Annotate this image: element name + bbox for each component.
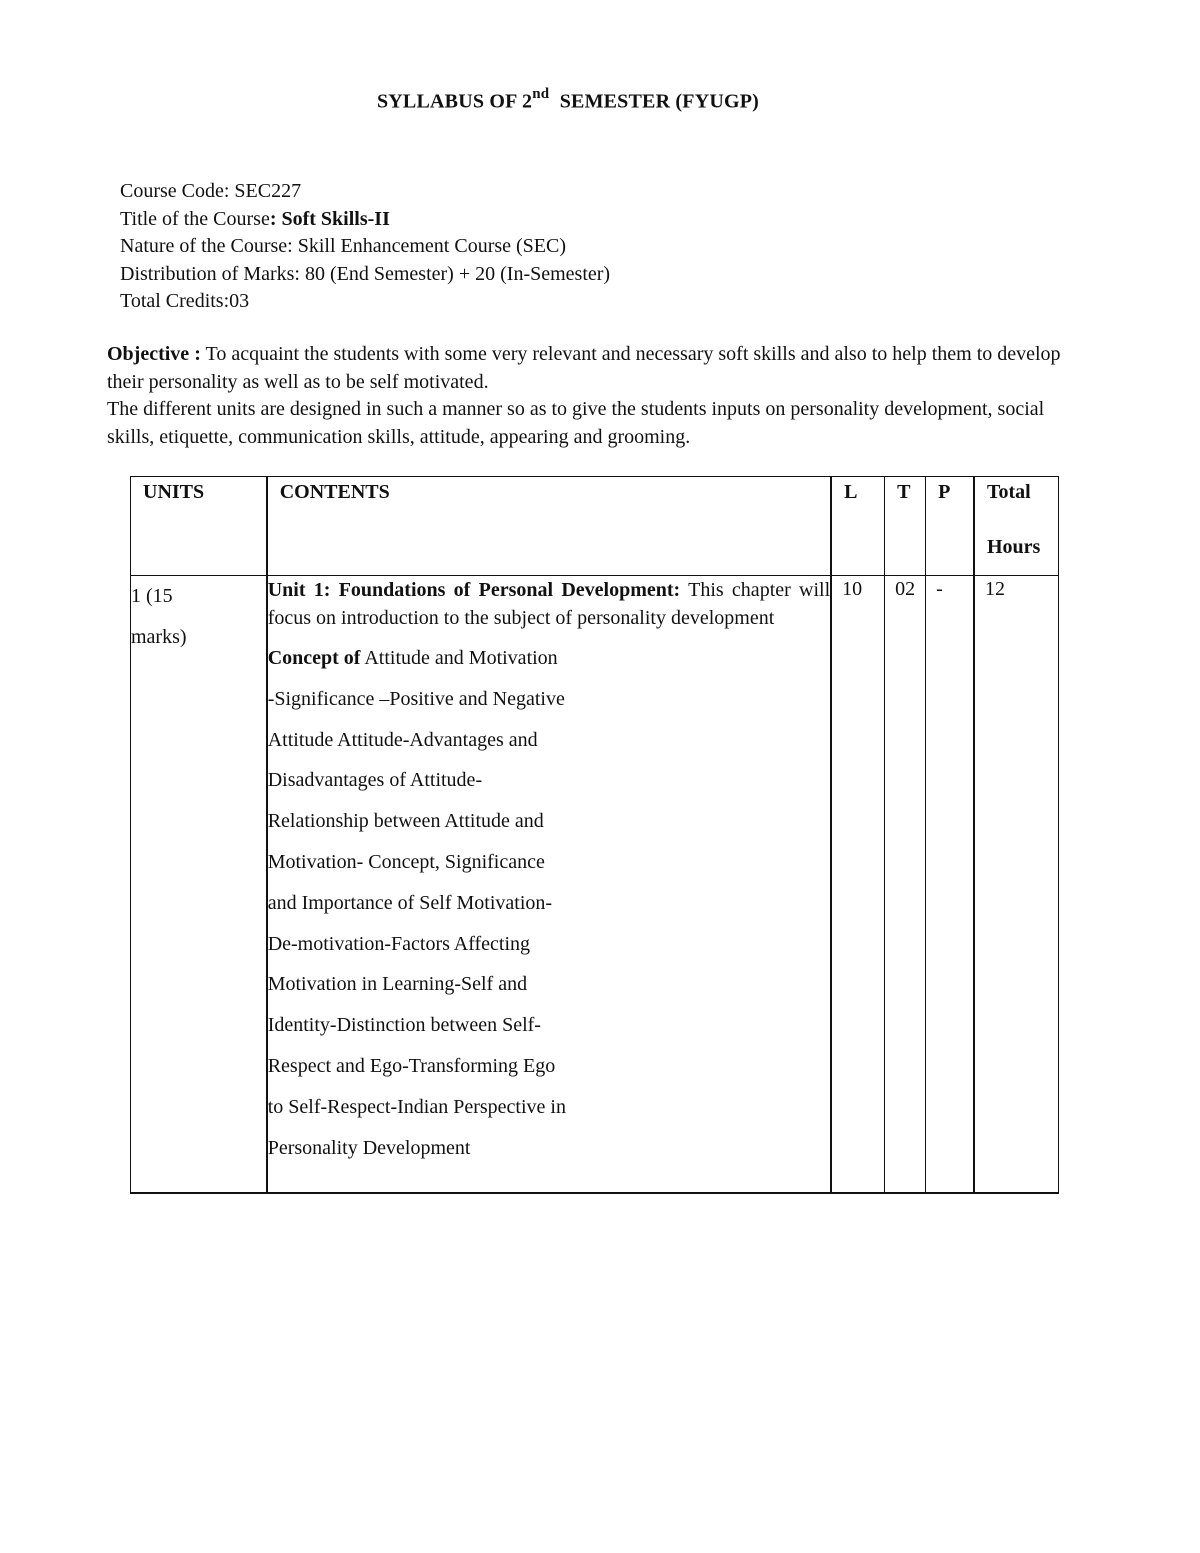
concept-line bbox=[268, 638, 830, 679]
content-line: Relationship between Attitude and bbox=[267, 810, 544, 833]
total-hours-cell: 12 bbox=[974, 576, 1059, 1194]
title-suffix: SEMESTER (FYUGP) bbox=[559, 90, 760, 113]
content-line: Attitude Attitude-Advantages and bbox=[267, 728, 538, 751]
content-line: Motivation in Learning-Self and bbox=[267, 973, 528, 996]
content-line: Personality Development bbox=[267, 1136, 471, 1159]
concept-heading: Concept of bbox=[267, 647, 361, 669]
title-prefix: SYLLABUS OF 2 bbox=[376, 90, 533, 113]
title-superscript: nd bbox=[532, 86, 550, 102]
course-title-label: Title of the Course bbox=[120, 207, 270, 230]
content-line: Disadvantages of Attitude- bbox=[267, 769, 483, 792]
course-nature: Nature of the Course: Skill Enhancement Course (SEC) bbox=[120, 235, 567, 257]
concept-text: Attitude and Motivation bbox=[360, 647, 558, 669]
contents-cell bbox=[267, 576, 831, 1194]
unit-label-line1: 1 (15 bbox=[131, 585, 173, 607]
objective-label: Objective : bbox=[107, 343, 201, 365]
objective-section bbox=[107, 341, 1092, 451]
syllabus-table bbox=[130, 476, 1059, 1194]
marks-distribution: Distribution of Marks: 80 (End Semester) + 20 (In-Semester) bbox=[120, 262, 611, 285]
page-title bbox=[0, 88, 1136, 114]
objective-paragraph bbox=[107, 341, 1092, 396]
header-p: P bbox=[926, 477, 974, 576]
content-line: to Self-Respect-Indian Perspective in bbox=[267, 1095, 566, 1118]
header-total-hours bbox=[974, 477, 1059, 576]
unit-intro bbox=[268, 576, 830, 632]
header-total-line2: Hours bbox=[987, 536, 1041, 558]
table-header-row bbox=[131, 477, 1059, 576]
content-line: -Significance –Positive and Negative bbox=[267, 687, 565, 710]
objective-text: To acquaint the students with some very relevant and necessary soft skills and also to help them to develop their personality as well as to be self motivated. bbox=[107, 343, 1061, 393]
tutorial-hours-cell: 02 bbox=[885, 576, 926, 1194]
content-line: De-motivation-Factors Affecting bbox=[267, 932, 531, 955]
unit-cell bbox=[131, 576, 267, 1194]
table-row bbox=[131, 576, 1059, 1194]
course-code: Course Code: SEC227 bbox=[120, 180, 302, 202]
content-line: Identity-Distinction between Self- bbox=[267, 1014, 541, 1037]
header-total-line1: Total bbox=[987, 481, 1031, 503]
unit-intro-text: This chapter will focus on introduction to the subject of personality development bbox=[267, 579, 831, 629]
unit-label-line2: marks) bbox=[131, 626, 187, 648]
header-t: T bbox=[885, 477, 926, 576]
total-credits: Total Credits:03 bbox=[120, 290, 250, 312]
content-line: Motivation- Concept, Significance bbox=[267, 850, 545, 873]
unit-heading: Unit 1: Foundations of Personal Development: bbox=[267, 579, 681, 601]
course-title-value: : Soft Skills-II bbox=[269, 207, 390, 230]
course-title bbox=[120, 206, 610, 234]
header-l: L bbox=[831, 477, 884, 576]
content-line: Respect and Ego-Transforming Ego bbox=[267, 1054, 556, 1077]
header-contents: CONTENTS bbox=[267, 477, 831, 576]
practical-hours-cell: - bbox=[926, 576, 974, 1194]
content-line: and Importance of Self Motivation- bbox=[267, 891, 553, 914]
objective-paragraph-2: The different units are designed in such a manner so as to give the students inputs on personality development, social skills, etiquette, communication skills, attitude, appearing and grooming. bbox=[107, 398, 1045, 448]
lecture-hours-cell: 10 bbox=[831, 576, 884, 1194]
header-units: UNITS bbox=[131, 477, 267, 576]
course-details bbox=[120, 178, 610, 316]
